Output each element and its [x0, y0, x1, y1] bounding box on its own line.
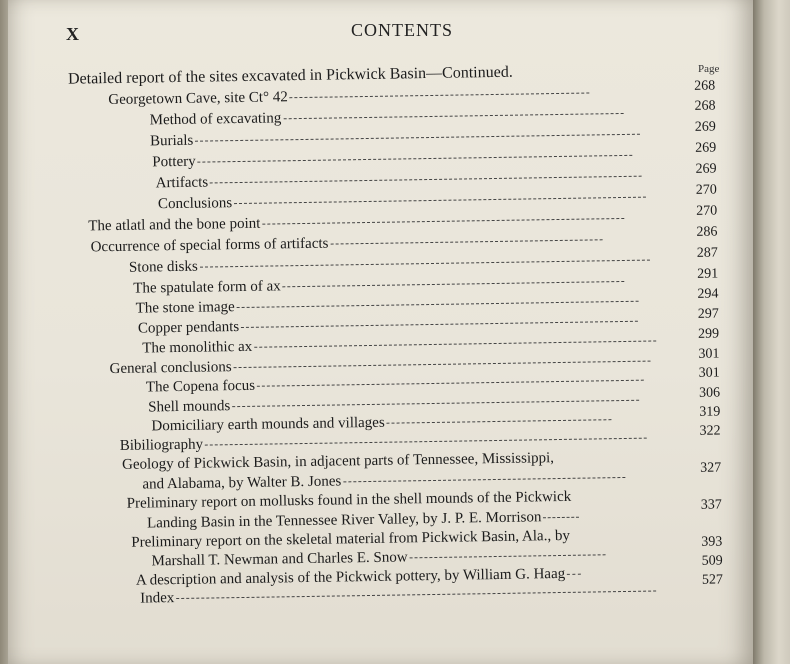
toc-entry: Index — [140, 583, 656, 608]
page-folio: X — [66, 24, 80, 44]
page-number: 306 — [698, 385, 721, 401]
contents-page — [8, 0, 753, 664]
page-number: 327 — [700, 460, 722, 476]
toc-entry: Conclusions — [158, 189, 646, 214]
page-number: 294 — [697, 286, 719, 302]
toc-entry: Burials — [150, 126, 641, 151]
page-number: 268 — [694, 98, 716, 114]
toc-entry: Shell mounds — [148, 392, 639, 417]
toc-entry: A description and analysis of the Pickwick pottery, by William G. Haag — [136, 566, 582, 590]
toc-entry: The monolithic ax — [142, 332, 656, 357]
toc-entry: and Alabama, by Walter B. Jones — [142, 469, 625, 494]
dot-leader — [234, 361, 651, 369]
page-number: 299 — [697, 326, 720, 342]
page-number: 393 — [701, 534, 723, 550]
page-number: 269 — [695, 161, 717, 177]
dot-leader — [200, 260, 650, 268]
toc-entry: Georgetown Cave, site Ct° 42 — [108, 84, 590, 109]
toc-entry: Detailed report of the sites excavated in Pickwick Basin—Continued. — [67, 63, 513, 88]
toc-entry: Geology of Pickwick Basin, in adjacent parts of Tennessee, Mississippi, — [121, 450, 555, 473]
toc-entry: Copper pendants — [138, 313, 638, 338]
page-number: 291 — [697, 266, 719, 282]
page-number: 286 — [696, 224, 718, 240]
adjacent-page-edge — [753, 0, 790, 664]
page-number: 269 — [695, 140, 717, 156]
dot-leader — [232, 400, 639, 407]
page-number: 337 — [700, 497, 722, 513]
page-number: 527 — [701, 572, 724, 588]
toc-entry: Artifacts — [156, 168, 643, 193]
page-number: 270 — [696, 203, 718, 219]
toc-entry: Marshall T. Newman and Charles E. Snow — [151, 546, 605, 570]
dot-leader — [543, 517, 579, 519]
page-number: 319 — [699, 404, 721, 420]
dot-leader — [234, 197, 646, 204]
page-number: 322 — [699, 423, 721, 439]
dot-leader — [343, 477, 625, 482]
toc-entry: Method of excavating — [150, 105, 624, 129]
page-number: 301 — [698, 346, 720, 362]
toc-entry: Bibiliography — [120, 430, 648, 455]
toc-entry: General conclusions — [109, 353, 650, 378]
toc-entry: Pottery — [152, 147, 633, 172]
toc-entry: Stone disks — [129, 252, 650, 277]
dot-leader — [205, 438, 647, 446]
contents-list — [3, 0, 758, 664]
page-number: 269 — [694, 119, 716, 135]
page-number: 270 — [695, 182, 717, 198]
toc-entry: The Copena focus — [146, 372, 644, 397]
toc-entry: The stone image — [136, 293, 639, 318]
toc-entry: Preliminary report on the skeletal material from Pickwick Basin, Ala., by — [131, 527, 571, 551]
page-number: 301 — [698, 365, 720, 381]
dot-leader — [210, 176, 642, 184]
dot-leader — [257, 380, 644, 387]
dot-leader — [387, 419, 612, 424]
dot-leader — [254, 340, 656, 347]
toc-entry: The spatulate form of ax — [133, 273, 625, 298]
page-title: CONTENTS — [351, 20, 453, 40]
dot-leader — [198, 155, 633, 163]
dot-leader — [567, 574, 581, 575]
page-number: 509 — [701, 553, 723, 569]
dot-leader — [283, 281, 625, 287]
dot-leader — [330, 239, 602, 244]
page-number: 268 — [694, 78, 716, 94]
page-number: 287 — [696, 245, 718, 261]
toc-entry: The atlatl and the bone point — [88, 210, 624, 235]
dot-leader — [195, 134, 640, 142]
dot-leader — [237, 301, 639, 308]
page-column-label: Page — [698, 63, 720, 75]
toc-entry: Occurrence of special forms of artifacts — [91, 231, 603, 256]
dot-leader — [241, 321, 638, 328]
toc-entry: Preliminary report on mollusks found in the shell mounds of the Pickwick — [126, 488, 572, 512]
dot-leader — [290, 92, 590, 98]
page-number: 297 — [697, 306, 719, 322]
toc-entry: Domiciliary earth mounds and villages — [151, 411, 611, 435]
dot-leader — [262, 218, 624, 225]
dot-leader — [176, 591, 656, 600]
dot-leader — [410, 554, 606, 558]
toc-entry: Landing Basin in the Tennessee River Valley, by J. P. E. Morrison — [147, 509, 580, 533]
dot-leader — [283, 113, 623, 119]
